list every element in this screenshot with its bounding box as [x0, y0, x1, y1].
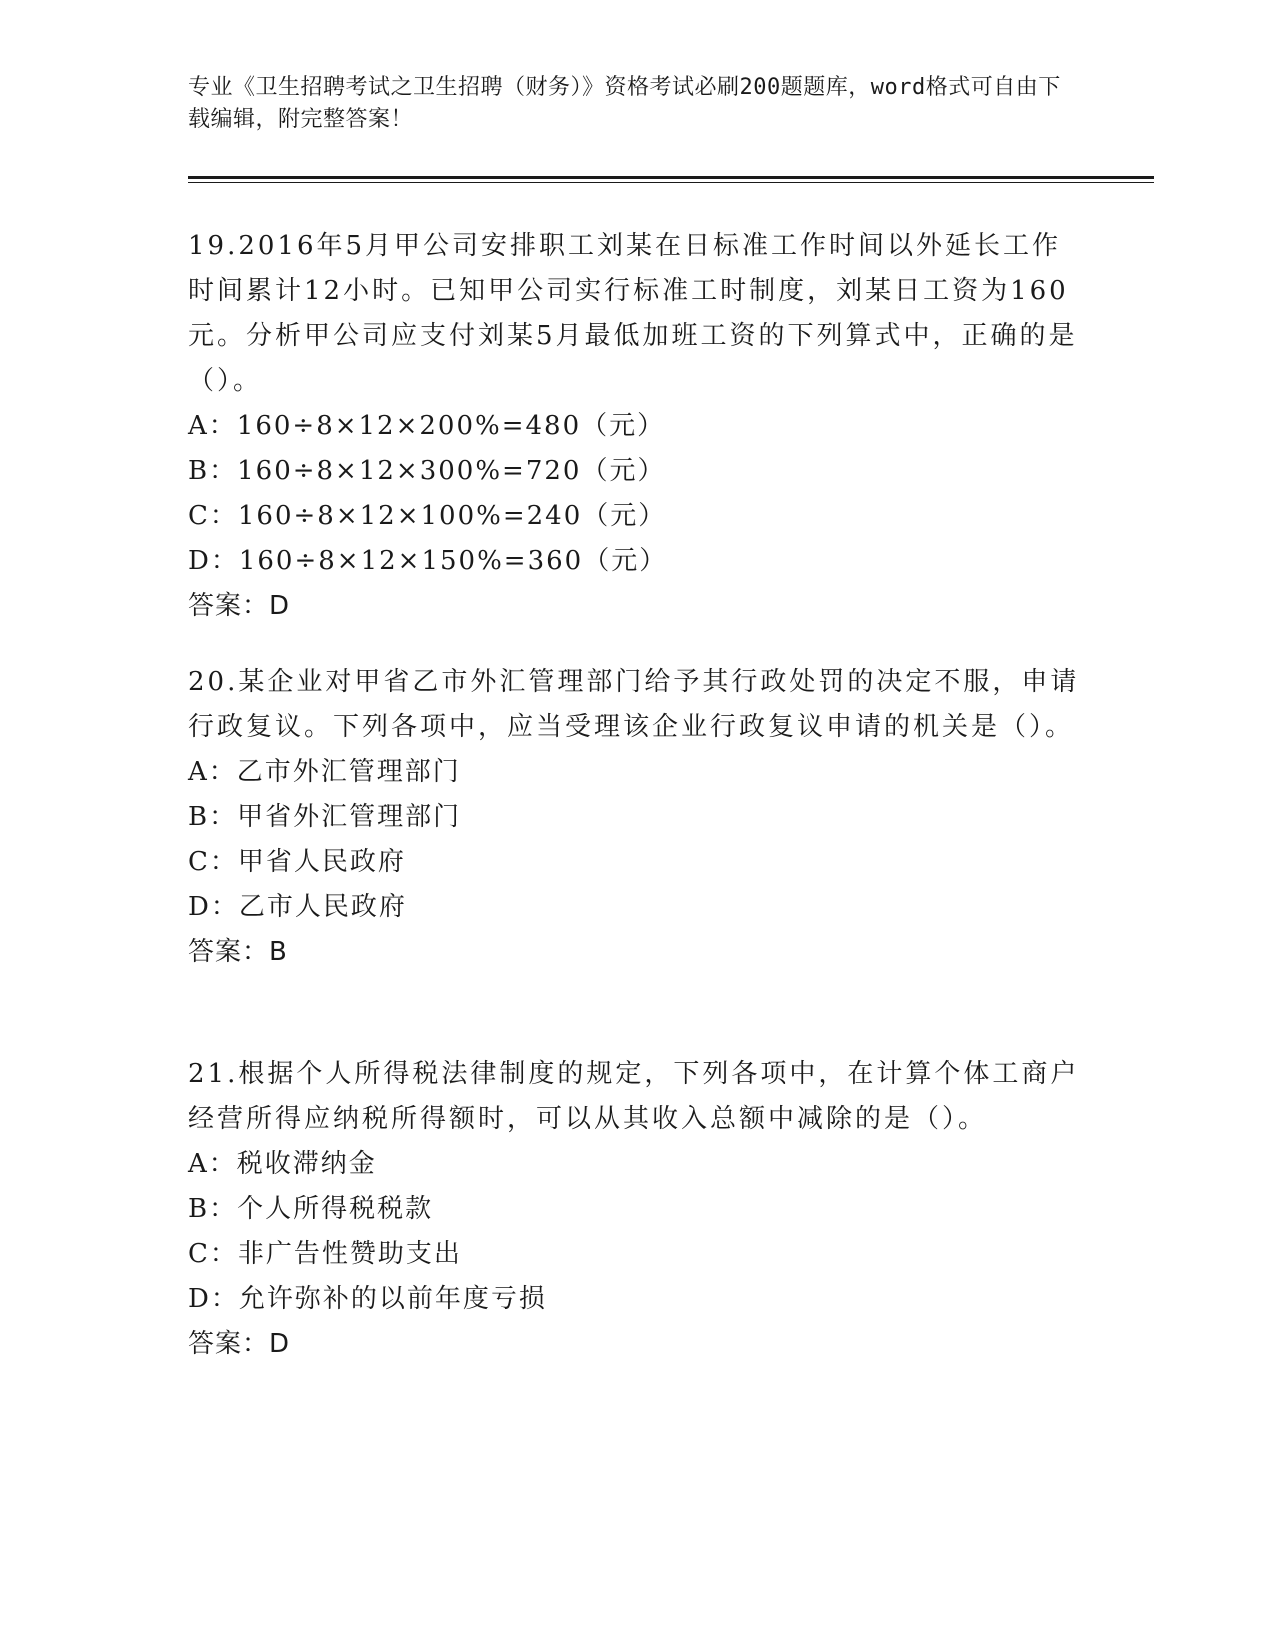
option-c: C：甲省人民政府	[188, 847, 406, 877]
document-header: 专业《卫生招聘考试之卫生招聘（财务）》资格考试必刷200题题库，word格式可自由下载编辑，附完整答案！	[188, 75, 1061, 132]
option-b: B：甲省外汇管理部门	[188, 802, 462, 832]
option-a: A：乙市外汇管理部门	[188, 757, 461, 787]
option-b: B：个人所得税税款	[188, 1194, 434, 1224]
option-d: D：乙市人民政府	[188, 892, 407, 922]
question-stem: 20.某企业对甲省乙市外汇管理部门给予其行政处罚的决定不服，申请行政复议。下列各项中，应当受理该企业行政复议申请的机关是（）。	[188, 667, 1080, 742]
option-c: C：160÷8×12×100%=240（元）	[188, 501, 667, 531]
question-stem: 19.2016年5月甲公司安排职工刘某在日标准工作时间以外延长工作时间累计12小时。已知甲公司实行标准工时制度，刘某日工资为160元。分析甲公司应支付刘某5月最低加班工资的下列算式中，正确的是（）。	[188, 231, 1078, 396]
answer-label: 答案：B	[188, 937, 288, 967]
option-a: A：160÷8×12×200%=480（元）	[188, 411, 666, 441]
header-divider-thin	[188, 182, 1154, 183]
option-b: B：160÷8×12×300%=720（元）	[188, 456, 666, 486]
question-19	[188, 224, 1088, 629]
option-d: D：允许弥补的以前年度亏损	[188, 1284, 547, 1314]
question-21	[188, 1052, 1088, 1367]
option-a: A：税收滞纳金	[188, 1149, 377, 1179]
question-stem: 21.根据个人所得税法律制度的规定，下列各项中，在计算个体工商户经营所得应纳税所得额时，可以从其收入总额中减除的是（）。	[188, 1059, 1080, 1134]
option-c: C：非广告性赞助支出	[188, 1239, 462, 1269]
question-20	[188, 660, 1088, 975]
answer-label: 答案：D	[188, 591, 291, 621]
option-d: D：160÷8×12×150%=360（元）	[188, 546, 668, 576]
answer-label: 答案：D	[188, 1329, 291, 1359]
header-divider-thick	[188, 176, 1154, 179]
